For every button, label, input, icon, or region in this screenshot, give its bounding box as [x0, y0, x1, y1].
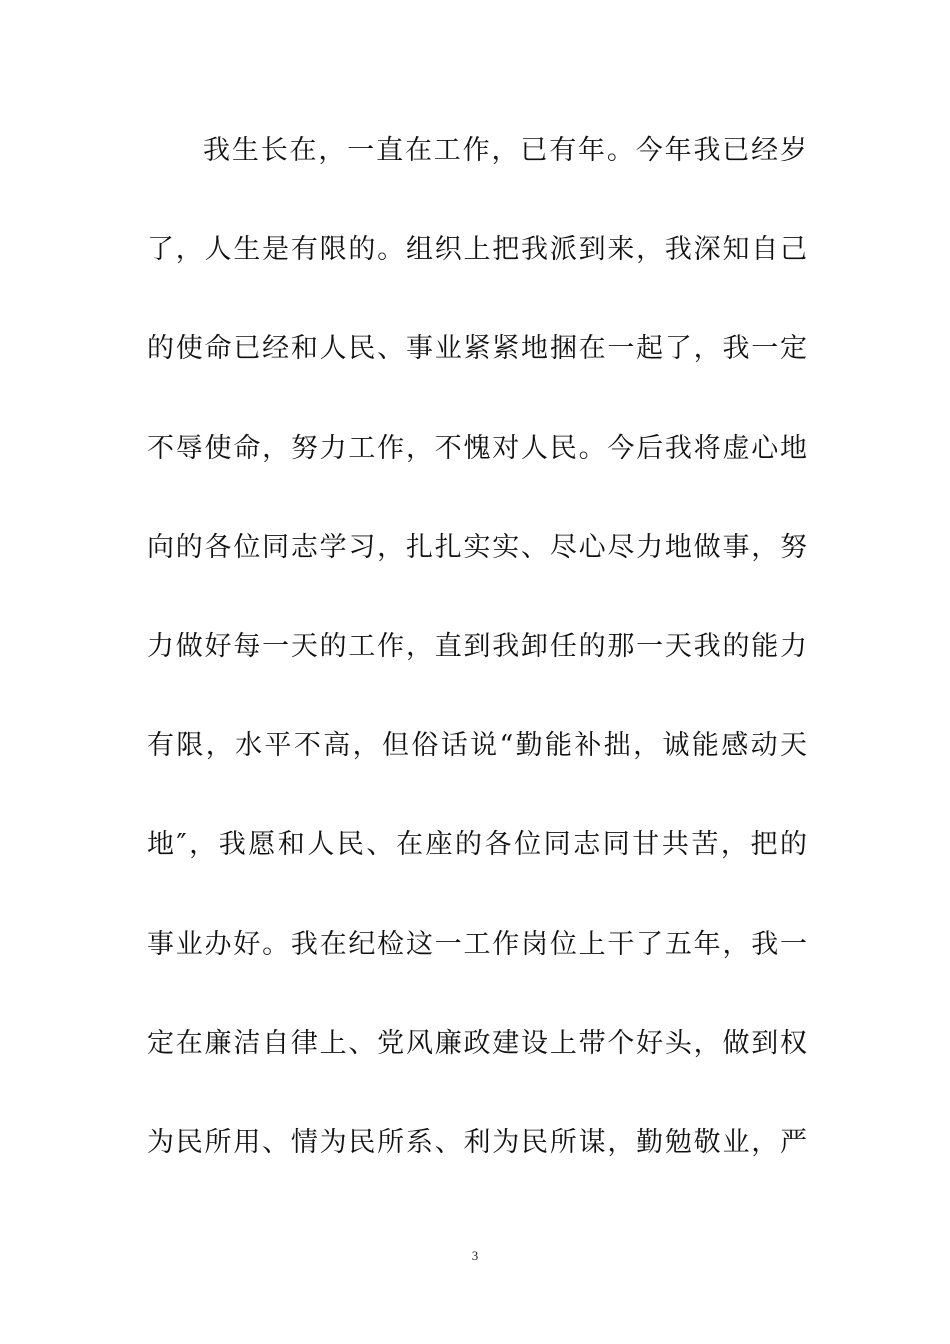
text-line: 的使命已经和人民、事业紧紧地捆在一起了，我一定	[147, 333, 807, 365]
text-line: 了，人生是有限的。组织上把我派到来，我深知自己	[147, 234, 807, 266]
body-paragraph	[147, 125, 807, 1216]
text-line: 地″，我愿和人民、在座的各位同志同甘共苦，把的	[147, 829, 807, 861]
text-line: 定在廉洁自律上、党风廉政建设上带个好头，做到权	[147, 1027, 807, 1059]
text-line: 力做好每一天的工作，直到我卸任的那一天我的能力	[147, 630, 807, 662]
text-line: 有限，水平不高，但俗话说“勤能补拙，诚能感动天	[147, 730, 807, 762]
page-number: 3	[471, 1248, 479, 1263]
text-line: 不辱使命，努力工作，不愧对人民。今后我将虚心地	[147, 432, 807, 464]
text-line: 我生长在，一直在工作，已有年。今年我已经岁	[203, 135, 807, 166]
text-line: 事业办好。我在纪检这一工作岗位上干了五年，我一	[147, 928, 807, 960]
text-line: 为民所用、情为民所系、利为民所谋，勤勉敬业，严	[147, 1126, 807, 1158]
text-line: 向的各位同志学习，扎扎实实、尽心尽力地做事，努	[147, 531, 807, 563]
